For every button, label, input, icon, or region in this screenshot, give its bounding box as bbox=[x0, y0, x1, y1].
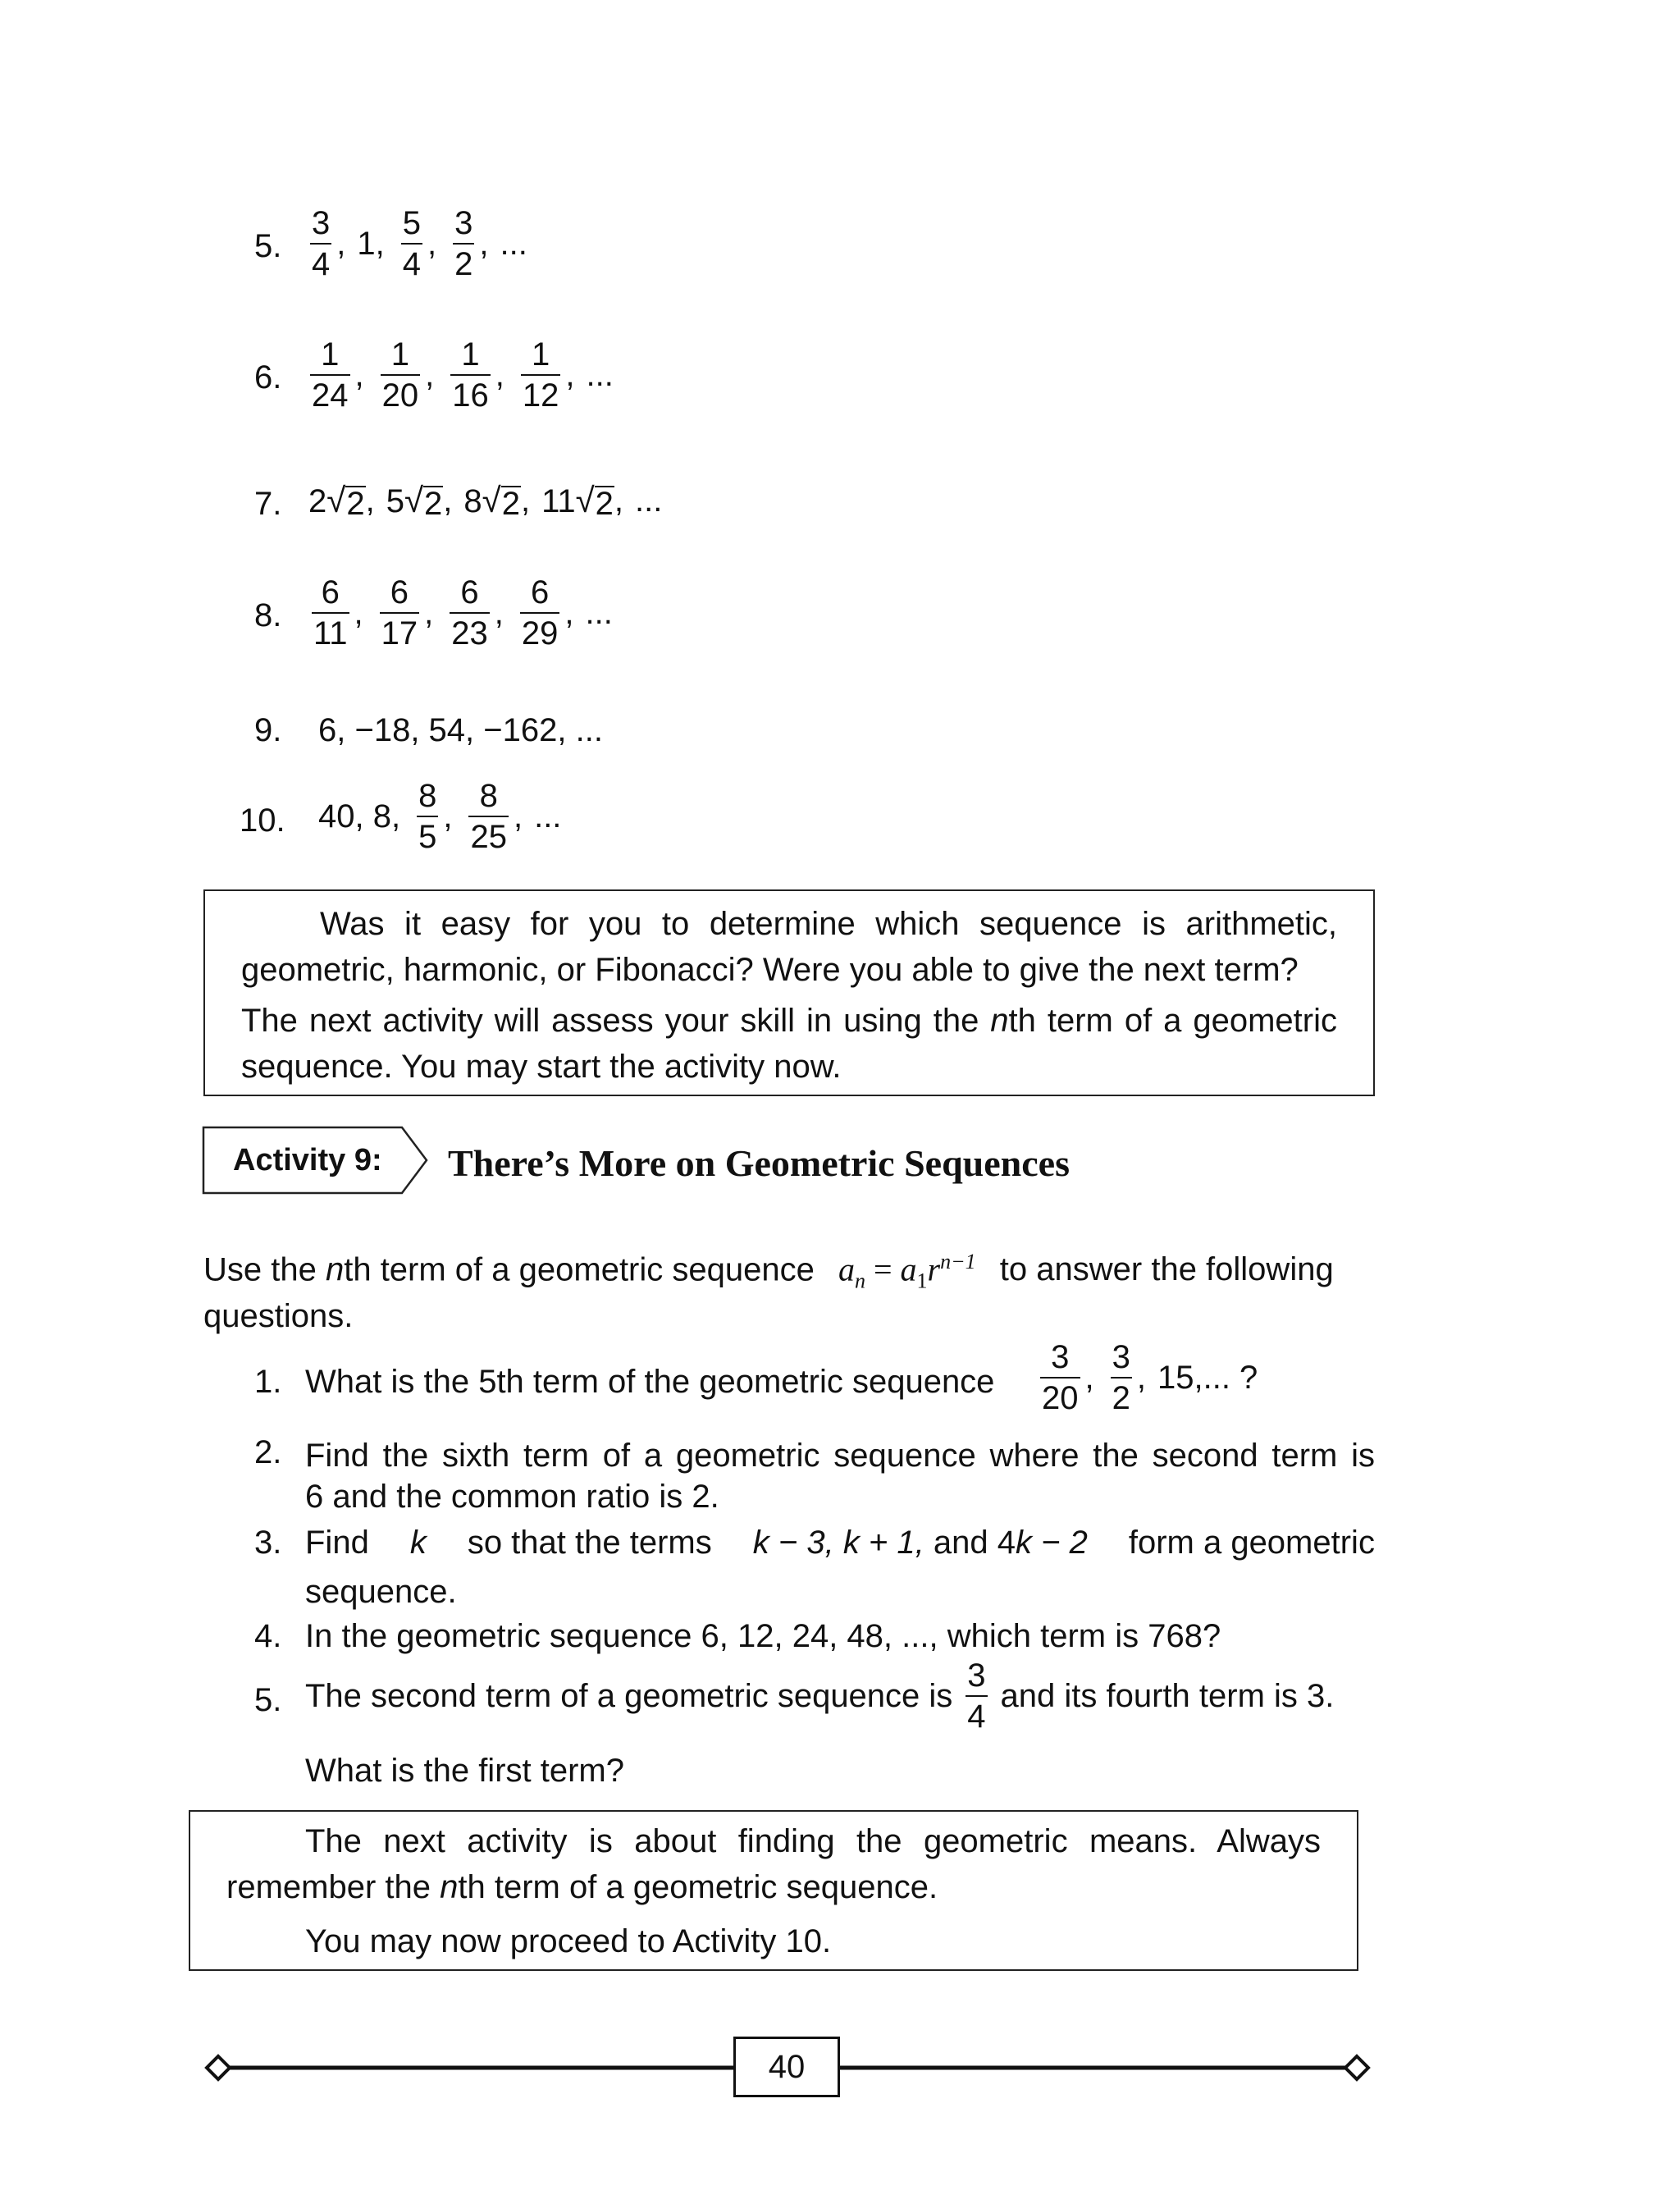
sequence-8: $\frac{6}{11}$ , $\frac{6}{17}$ , $\frac{6}{23}$ , $\frac{6}{29}$ , ... bbox=[313, 574, 613, 652]
question-1-tail: 15,... ? bbox=[1157, 1359, 1258, 1396]
sequence-5: $\frac{3}{4}$ , 1 , $\frac{5}{4}$ , $\frac{3}{2}$ , ... bbox=[312, 205, 527, 282]
fraction bbox=[450, 336, 491, 414]
radicand: 2 bbox=[346, 486, 365, 522]
denominator: 24 bbox=[312, 377, 349, 414]
q3-word: so that the terms bbox=[467, 1525, 712, 1561]
formula-a1: a bbox=[900, 1250, 917, 1288]
denominator: 20 bbox=[381, 377, 419, 414]
numerator: 1 bbox=[461, 336, 480, 373]
reflection-box bbox=[203, 889, 1375, 1096]
numerator: 6 bbox=[321, 574, 340, 610]
term: k − 2 bbox=[1016, 1525, 1088, 1561]
coefficient: 5 bbox=[386, 483, 404, 519]
denominator: 4 bbox=[967, 1699, 986, 1735]
sequence-6: $\frac{1}{24}$ , $\frac{1}{20}$ , $\frac{1}{16}$ , $\frac{1}{12}$ , ... bbox=[312, 336, 614, 414]
radical-term bbox=[386, 481, 444, 520]
radical-term bbox=[463, 481, 521, 520]
n-variable: n bbox=[325, 1251, 345, 1288]
fraction bbox=[521, 336, 561, 414]
fraction bbox=[401, 205, 422, 282]
denominator: 4 bbox=[402, 246, 421, 282]
sequence-9: 6, −18, 54, −162, ... bbox=[318, 712, 603, 748]
page-number: 40 bbox=[733, 2037, 840, 2097]
reflection-text: The next activity will assess your skill in using the bbox=[241, 1003, 991, 1039]
numerator: 1 bbox=[321, 336, 340, 373]
fraction bbox=[1040, 1339, 1080, 1416]
denominator: 25 bbox=[470, 819, 507, 855]
numerator: 3 bbox=[1112, 1339, 1130, 1375]
numerator: 1 bbox=[390, 336, 409, 373]
item-number: 7. bbox=[254, 486, 282, 522]
question-2-line-2: 6 and the common ratio is 2. bbox=[305, 1479, 719, 1515]
radical-sign-icon: √ bbox=[326, 481, 346, 519]
instruction-text: th term of a geometric sequence bbox=[344, 1251, 815, 1288]
ellipsis: ... bbox=[635, 482, 663, 519]
fraction bbox=[310, 336, 350, 414]
radical-sign-icon: √ bbox=[404, 481, 423, 519]
formula-subscript: 1 bbox=[916, 1269, 928, 1293]
radicand: 2 bbox=[595, 486, 614, 522]
ellipsis: ... bbox=[586, 356, 614, 393]
term: k − 3, bbox=[752, 1525, 834, 1561]
fraction bbox=[417, 778, 438, 855]
question-number: 1. bbox=[254, 1364, 282, 1400]
radical-sign-icon: √ bbox=[482, 481, 501, 519]
diamond-right-icon bbox=[1345, 2056, 1368, 2079]
radicand: 2 bbox=[501, 486, 520, 522]
item-number: 6. bbox=[254, 359, 282, 395]
denominator: 12 bbox=[522, 377, 559, 414]
fraction bbox=[310, 205, 331, 282]
instructions-line-2: questions. bbox=[203, 1298, 354, 1334]
denominator: 23 bbox=[451, 615, 488, 652]
fraction bbox=[966, 1657, 987, 1735]
q3-word: and 4 bbox=[933, 1525, 1016, 1561]
denominator: 2 bbox=[454, 246, 473, 282]
radical-sign-icon: √ bbox=[575, 481, 595, 519]
ellipsis: ... bbox=[534, 798, 562, 834]
instruction-text: Use the bbox=[203, 1251, 326, 1288]
coefficient: 11 bbox=[541, 483, 576, 519]
denominator: 2 bbox=[1112, 1380, 1130, 1416]
next-text: The next activity is about finding the geometric means. Always remember the bbox=[226, 1823, 1321, 1905]
question-3-line-2: sequence. bbox=[305, 1574, 457, 1610]
item-number: 10. bbox=[240, 802, 285, 839]
question-2-line-1: Find the sixth term of a geometric sequence where the second term is bbox=[305, 1438, 1375, 1474]
question-5-text: and its fourth term is 3. bbox=[1000, 1677, 1335, 1714]
nth-term-formula bbox=[838, 1242, 976, 1301]
fraction bbox=[453, 205, 474, 282]
question-5-line-2: What is the first term? bbox=[305, 1753, 624, 1789]
numerator: 6 bbox=[460, 574, 479, 610]
q3-word: form a geometric bbox=[1128, 1525, 1375, 1561]
numerator: 3 bbox=[1051, 1339, 1070, 1375]
q3-word: Find bbox=[305, 1525, 369, 1561]
question-number: 5. bbox=[254, 1682, 282, 1718]
denominator: 5 bbox=[418, 819, 437, 855]
sequence-10: 40, 8, $\frac{8}{5}$ , $\frac{8}{25}$ , ... bbox=[318, 778, 562, 855]
fraction bbox=[450, 574, 490, 652]
formula-a: a bbox=[838, 1250, 855, 1288]
numerator: 6 bbox=[531, 574, 550, 610]
denominator: 16 bbox=[452, 377, 489, 414]
k-variable: k bbox=[409, 1525, 427, 1561]
fraction bbox=[380, 574, 420, 652]
item-number: 5. bbox=[254, 228, 282, 264]
question-5-line-1 bbox=[305, 1657, 1334, 1735]
activity-title: There’s More on Geometric Sequences bbox=[448, 1142, 1070, 1184]
activity-label: Activity 9: bbox=[233, 1143, 382, 1177]
radical-term bbox=[308, 481, 366, 520]
instructions-line-1 bbox=[203, 1242, 1334, 1301]
formula-equals: = bbox=[865, 1250, 901, 1288]
fraction bbox=[1111, 1339, 1132, 1416]
reflection-text: th term of a geometric sequence. You may start the activity now. bbox=[241, 1003, 1337, 1085]
formula-r: r bbox=[927, 1250, 941, 1288]
denominator: 29 bbox=[521, 615, 559, 652]
question-4-text: In the geometric sequence 6, 12, 24, 48, ..., which term is 768? bbox=[305, 1618, 1221, 1654]
fraction bbox=[520, 574, 560, 652]
numerator: 8 bbox=[418, 778, 437, 814]
term: k + 1, bbox=[842, 1525, 924, 1561]
reflection-text: Was it easy for you to determine which sequence is arithmetic, geometric, harmonic, or Fibonacci? Were you able to give the next term? bbox=[241, 906, 1337, 988]
question-3-line-1 bbox=[305, 1523, 1375, 1562]
numerator: 1 bbox=[532, 336, 550, 373]
denominator: 4 bbox=[312, 246, 331, 282]
term: 1 bbox=[357, 225, 376, 262]
coefficient: 8 bbox=[463, 483, 482, 519]
reflection-paragraph-1 bbox=[241, 901, 1337, 993]
numerator: 5 bbox=[402, 205, 421, 241]
ellipsis: ... bbox=[500, 225, 527, 262]
denominator: 11 bbox=[313, 615, 348, 652]
instruction-text: to answer the following bbox=[999, 1251, 1334, 1288]
fraction bbox=[312, 574, 349, 652]
item-number: 9. bbox=[254, 712, 282, 748]
denominator: 17 bbox=[381, 615, 418, 652]
question-1-text: What is the 5th term of the geometric sequence bbox=[305, 1364, 995, 1400]
next-activity-box bbox=[189, 1810, 1358, 1971]
next-text: th term of a geometric sequence. bbox=[458, 1869, 938, 1905]
next-text: You may now proceed to Activity 10. bbox=[305, 1923, 832, 1959]
radicand: 2 bbox=[424, 486, 443, 522]
question-number: 4. bbox=[254, 1618, 282, 1654]
question-5-text: The second term of a geometric sequence is bbox=[305, 1677, 953, 1714]
numerator: 3 bbox=[967, 1657, 986, 1694]
numerator: 8 bbox=[479, 778, 498, 814]
n-variable: n bbox=[990, 1003, 1009, 1039]
next-paragraph-2 bbox=[226, 1918, 1321, 1964]
formula-subscript: n bbox=[854, 1269, 865, 1293]
q3-terms bbox=[753, 1523, 1088, 1562]
numerator: 6 bbox=[390, 574, 409, 610]
fraction bbox=[468, 778, 509, 855]
next-paragraph-1 bbox=[226, 1818, 1321, 1910]
sequence-lead: 40, 8, bbox=[318, 798, 401, 834]
numerator: 3 bbox=[312, 205, 331, 241]
question-1-sequence: $\frac{3}{20}$ , $\frac{3}{2}$ , 15,... ? bbox=[1042, 1339, 1258, 1416]
reflection-paragraph-2 bbox=[241, 998, 1337, 1090]
question-number: 2. bbox=[254, 1434, 282, 1470]
ellipsis: ... bbox=[585, 594, 613, 631]
item-number: 8. bbox=[254, 597, 282, 633]
question-number: 3. bbox=[254, 1525, 282, 1561]
coefficient: 2 bbox=[308, 483, 327, 519]
denominator: 20 bbox=[1042, 1380, 1079, 1416]
fraction bbox=[381, 336, 421, 414]
formula-exponent: n−1 bbox=[940, 1250, 976, 1273]
n-variable: n bbox=[440, 1869, 459, 1905]
numerator: 3 bbox=[454, 205, 473, 241]
diamond-left-icon bbox=[207, 2056, 230, 2079]
sequence-7: 2 √ 2 , 5 √ 2 , 8 √ 2 , 11 √ 2 , ... bbox=[308, 481, 663, 522]
radical-term bbox=[541, 481, 614, 520]
